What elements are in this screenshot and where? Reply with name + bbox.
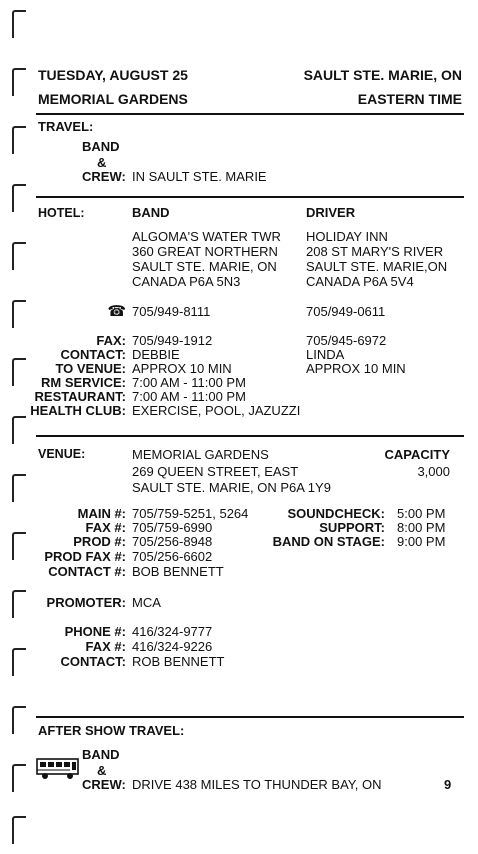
band-on-stage-label: BAND ON STAGE: <box>272 534 385 549</box>
support-time: 8:00 PM <box>397 520 446 535</box>
hotel-fax-label: FAX: <box>96 333 126 348</box>
driver-hotel-postal: CANADA P6A 5V4 <box>306 274 414 289</box>
band-on-stage-time: 9:00 PM <box>397 534 446 549</box>
binder-hole <box>12 764 26 792</box>
venue-fax-value: 705/759-6990 <box>132 520 213 535</box>
support-label: SUPPORT: <box>319 520 385 535</box>
band-hotel-name: ALGOMA'S WATER TWR <box>132 229 281 244</box>
binder-hole <box>12 416 26 444</box>
binder-hole <box>12 816 26 844</box>
promoter-contact-label: CONTACT: <box>60 654 126 669</box>
soundcheck-label: SOUNDCHECK: <box>287 506 385 521</box>
promoter-fax-value: 416/324-9226 <box>132 639 213 654</box>
venue-prod-label: PROD #: <box>73 534 126 549</box>
divider <box>36 196 464 198</box>
after-show-amp-label: & <box>97 763 107 778</box>
hotel-band-heading: BAND <box>132 205 170 220</box>
band-hotel-contact: DEBBIE <box>132 347 180 362</box>
city-heading: SAULT STE. MARIE, ON <box>303 67 462 83</box>
after-show-label: AFTER SHOW TRAVEL: <box>38 723 185 738</box>
after-show-crew-label: CREW: <box>82 777 126 792</box>
binder-hole <box>12 68 26 96</box>
driver-hotel-phone: 705/949-0611 <box>306 304 386 319</box>
hotel-rm-service-label: RM SERVICE: <box>41 375 126 390</box>
hotel-label: HOTEL: <box>38 206 85 220</box>
band-hotel-phone: 705/949-8111 <box>132 304 211 319</box>
venue-fax-label: FAX #: <box>85 520 126 535</box>
venue-prod-fax-label: PROD FAX #: <box>44 549 126 564</box>
binder-hole <box>12 648 26 676</box>
driver-hotel-contact: LINDA <box>306 347 345 362</box>
binder-hole <box>12 474 26 502</box>
page-number: 9 <box>444 777 452 792</box>
timezone-heading: EASTERN TIME <box>357 91 462 107</box>
promoter-phone-label: PHONE #: <box>64 624 126 639</box>
divider <box>36 435 464 437</box>
hotel-restaurant-label: RESTAURANT: <box>34 389 126 404</box>
after-show-text: DRIVE 438 MILES TO THUNDER BAY, ON <box>132 777 382 792</box>
venue-main-label: MAIN #: <box>77 506 126 521</box>
bus-icon <box>36 757 80 786</box>
binder-hole <box>12 126 26 154</box>
hotel-to-venue-label: TO VENUE: <box>55 361 126 376</box>
binder-hole <box>12 184 26 212</box>
driver-hotel-to-venue: APPROX 10 MIN <box>306 361 406 376</box>
divider <box>36 113 464 115</box>
promoter-fax-label: FAX #: <box>85 639 126 654</box>
venue-prod-value: 705/256-8948 <box>132 534 213 549</box>
after-show-band-label: BAND <box>82 747 120 762</box>
band-hotel-street: 360 GREAT NORTHERN <box>132 244 278 259</box>
travel-amp-label: & <box>97 155 107 170</box>
date-heading: TUESDAY, AUGUST 25 <box>38 67 188 83</box>
band-hotel-postal: CANADA P6A 5N3 <box>132 274 241 289</box>
travel-band-label: BAND <box>82 139 120 154</box>
venue-label: VENUE: <box>38 447 86 461</box>
soundcheck-time: 5:00 PM <box>397 506 446 521</box>
divider <box>36 716 464 718</box>
venue-contact-label: CONTACT #: <box>48 564 126 579</box>
binder-hole <box>12 590 26 618</box>
binder-hole <box>12 10 26 38</box>
driver-hotel-name: HOLIDAY INN <box>306 229 388 244</box>
band-hotel-health-club: EXERCISE, POOL, JAZUZZI <box>132 403 301 418</box>
band-hotel-city: SAULT STE. MARIE, ON <box>132 259 277 274</box>
hotel-contact-label: CONTACT: <box>60 347 126 362</box>
venue-contact-value: BOB BENNETT <box>132 564 224 579</box>
binder-hole <box>12 358 26 386</box>
travel-label: TRAVEL: <box>38 119 94 134</box>
promoter-value: MCA <box>132 595 161 610</box>
band-hotel-to-venue: APPROX 10 MIN <box>132 361 232 376</box>
binder-hole <box>12 706 26 734</box>
binder-hole <box>12 532 26 560</box>
promoter-phone-value: 416/324-9777 <box>132 624 213 639</box>
capacity-value: 3,000 <box>417 464 450 479</box>
venue-street: 269 QUEEN STREET, EAST <box>132 464 299 479</box>
driver-hotel-fax: 705/945-6972 <box>306 333 387 348</box>
travel-crew-label: CREW: <box>82 169 126 184</box>
travel-text: IN SAULT STE. MARIE <box>132 169 267 184</box>
venue-prod-fax-value: 705/256-6602 <box>132 549 213 564</box>
binder-hole <box>12 300 26 328</box>
promoter-contact-value: ROB BENNETT <box>132 654 225 669</box>
venue-main-value: 705/759-5251, 5264 <box>132 506 249 521</box>
band-hotel-restaurant: 7:00 AM - 11:00 PM <box>132 389 246 404</box>
binder-hole <box>12 242 26 270</box>
capacity-label: CAPACITY <box>384 447 450 462</box>
band-hotel-rm-service: 7:00 AM - 11:00 PM <box>132 375 246 390</box>
hotel-driver-heading: DRIVER <box>306 205 356 220</box>
driver-hotel-city: SAULT STE. MARIE,ON <box>306 259 448 274</box>
band-hotel-fax: 705/949-1912 <box>132 333 213 348</box>
venue-name: MEMORIAL GARDENS <box>132 447 269 462</box>
phone-icon: ☎ <box>107 303 126 320</box>
promoter-label: PROMOTER: <box>46 595 126 610</box>
hotel-health-club-label: HEALTH CLUB: <box>30 403 126 418</box>
driver-hotel-street: 208 ST MARY'S RIVER <box>306 244 444 259</box>
venue-city: SAULT STE. MARIE, ON P6A 1Y9 <box>132 480 331 495</box>
venue-heading: MEMORIAL GARDENS <box>38 91 188 107</box>
